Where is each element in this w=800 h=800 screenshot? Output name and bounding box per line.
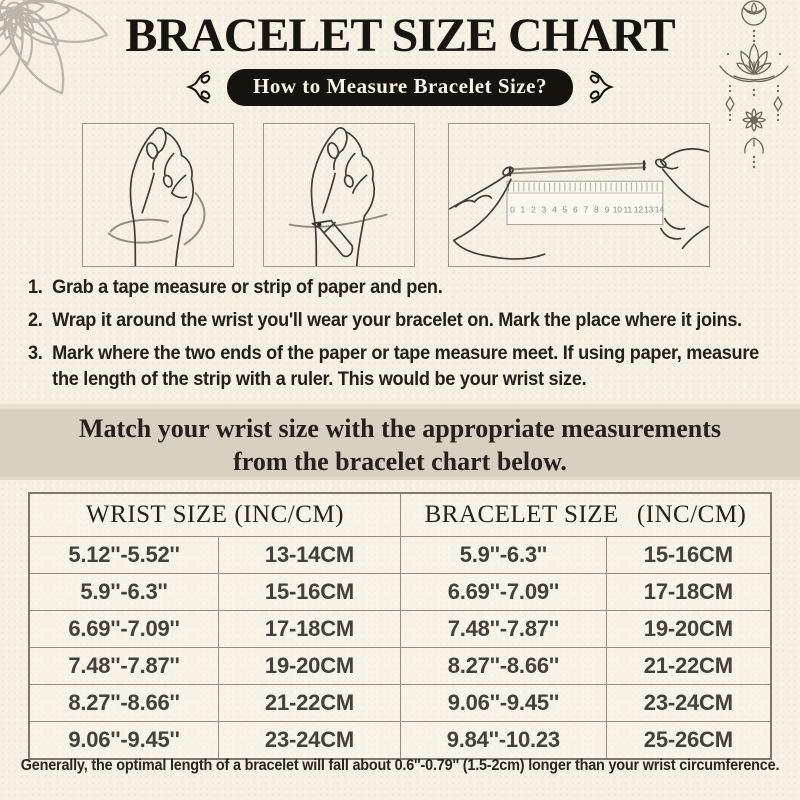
svg-text:3: 3 — [541, 204, 547, 215]
bracelet-size-header — [400, 494, 770, 536]
wrist-cm-cell: 17-18CM — [218, 611, 400, 647]
svg-text:11: 11 — [623, 204, 633, 215]
bracelet-inch-cell: 9.84''-10.23 — [400, 722, 606, 758]
illustration-measure-strip-with-ruler — [448, 123, 710, 267]
table-row — [30, 647, 770, 684]
step-1-text: Grab a tape measure or strip of paper and pen. — [52, 276, 443, 298]
table-row — [30, 610, 770, 647]
illustration-mark-with-pen — [263, 123, 415, 267]
table-row — [30, 721, 770, 758]
bracelet-cm-cell: 23-24CM — [606, 685, 770, 721]
banner-line-1: Match your wrist size with the appropriate measurements — [79, 414, 721, 443]
step-2-number: 2. — [28, 309, 43, 331]
wrist-inch-cell: 6.69''-7.09'' — [68, 616, 180, 641]
measuring-steps — [28, 274, 783, 399]
table-row — [30, 684, 770, 721]
svg-text:2: 2 — [531, 204, 536, 215]
bracelet-cm-cell: 25-26CM — [606, 722, 770, 758]
table-row — [30, 573, 770, 610]
wrist-size-header — [30, 494, 400, 536]
wrist-size-header-label: WRIST SIZE — [86, 501, 228, 528]
bracelet-inch-cell: 6.69''-7.09'' — [400, 574, 606, 610]
bracelet-inch-cell: 8.27''-8.66'' — [400, 648, 606, 684]
wrist-cm-cell: 15-16CM — [218, 574, 400, 610]
flourish-left-icon — [184, 69, 212, 105]
footnote: Generally, the optimal length of a bracelet will fall about 0.6''-0.79'' (1.5-2cm) longer than your wrist circumference. — [20, 757, 780, 774]
illustration-wrap-tape-around-wrist — [82, 123, 234, 267]
step-3-text: Mark where the two ends of the paper or tape measure meet. If using paper, measure the length of the strip with a ruler. This would be your wrist size. — [52, 342, 759, 390]
step-3-number: 3. — [28, 342, 43, 364]
subtitle-row — [0, 68, 800, 106]
size-table-header — [30, 494, 770, 536]
step-2-text: Wrap it around the wrist you'll wear your bracelet on. Mark the place where it joins. — [52, 309, 742, 331]
flourish-right-icon — [588, 69, 616, 105]
wrist-inch-cell: 9.06''-9.45'' — [68, 727, 180, 752]
bracelet-inch-cell: 5.9''-6.3'' — [400, 537, 606, 573]
wrist-cm-cell: 19-20CM — [218, 648, 400, 684]
svg-text:8: 8 — [594, 204, 599, 215]
wrist-cm-cell: 21-22CM — [218, 685, 400, 721]
match-size-banner — [0, 404, 800, 480]
page-title: BRACELET SIZE CHART — [125, 9, 675, 62]
wrist-inch-cell: 5.12''-5.52'' — [68, 542, 180, 567]
size-table — [28, 492, 772, 760]
svg-text:14: 14 — [654, 204, 665, 215]
step-2 — [28, 307, 783, 333]
wrist-inch-cell: 8.27''-8.66'' — [68, 690, 180, 715]
bracelet-size-header-unit: (INC/CM) — [636, 501, 747, 528]
banner-line-2: from the bracelet chart below. — [233, 447, 567, 476]
svg-text:13: 13 — [644, 204, 654, 215]
hand-with-pen-drawing — [264, 124, 414, 266]
step-1-number: 1. — [28, 276, 43, 298]
svg-text:10: 10 — [612, 204, 623, 215]
wrist-inch-cell: 7.48''-7.87'' — [68, 653, 180, 678]
hand-with-tape-drawing — [83, 124, 233, 266]
bracelet-cm-cell: 17-18CM — [606, 574, 770, 610]
wrist-size-header-unit: (INC/CM) — [234, 501, 344, 528]
bracelet-size-header-label: BRACELET SIZE — [424, 501, 619, 528]
bracelet-cm-cell: 15-16CM — [606, 537, 770, 573]
wrist-cm-cell: 13-14CM — [218, 537, 400, 573]
svg-text:9: 9 — [604, 204, 610, 215]
svg-text:4: 4 — [552, 204, 557, 215]
bracelet-cm-cell: 21-22CM — [606, 648, 770, 684]
bracelet-cm-cell: 19-20CM — [606, 611, 770, 647]
hands-with-ruler-drawing — [449, 124, 709, 266]
wrist-cm-cell: 23-24CM — [218, 722, 400, 758]
svg-text:12: 12 — [633, 204, 644, 215]
table-row — [30, 536, 770, 573]
ruler-numbers — [510, 205, 664, 215]
svg-text:7: 7 — [583, 204, 589, 215]
svg-text:5: 5 — [562, 204, 568, 215]
step-1 — [28, 274, 783, 300]
bracelet-inch-cell: 7.48''-7.87'' — [400, 611, 606, 647]
step-3 — [28, 340, 783, 392]
how-to-measure-pill: How to Measure Bracelet Size? — [227, 69, 573, 106]
svg-text:6: 6 — [573, 204, 578, 215]
wrist-inch-cell: 5.9''-6.3'' — [80, 579, 168, 604]
bracelet-inch-cell: 9.06''-9.45'' — [400, 685, 606, 721]
svg-text:1: 1 — [520, 204, 526, 215]
svg-text:0: 0 — [510, 204, 515, 215]
